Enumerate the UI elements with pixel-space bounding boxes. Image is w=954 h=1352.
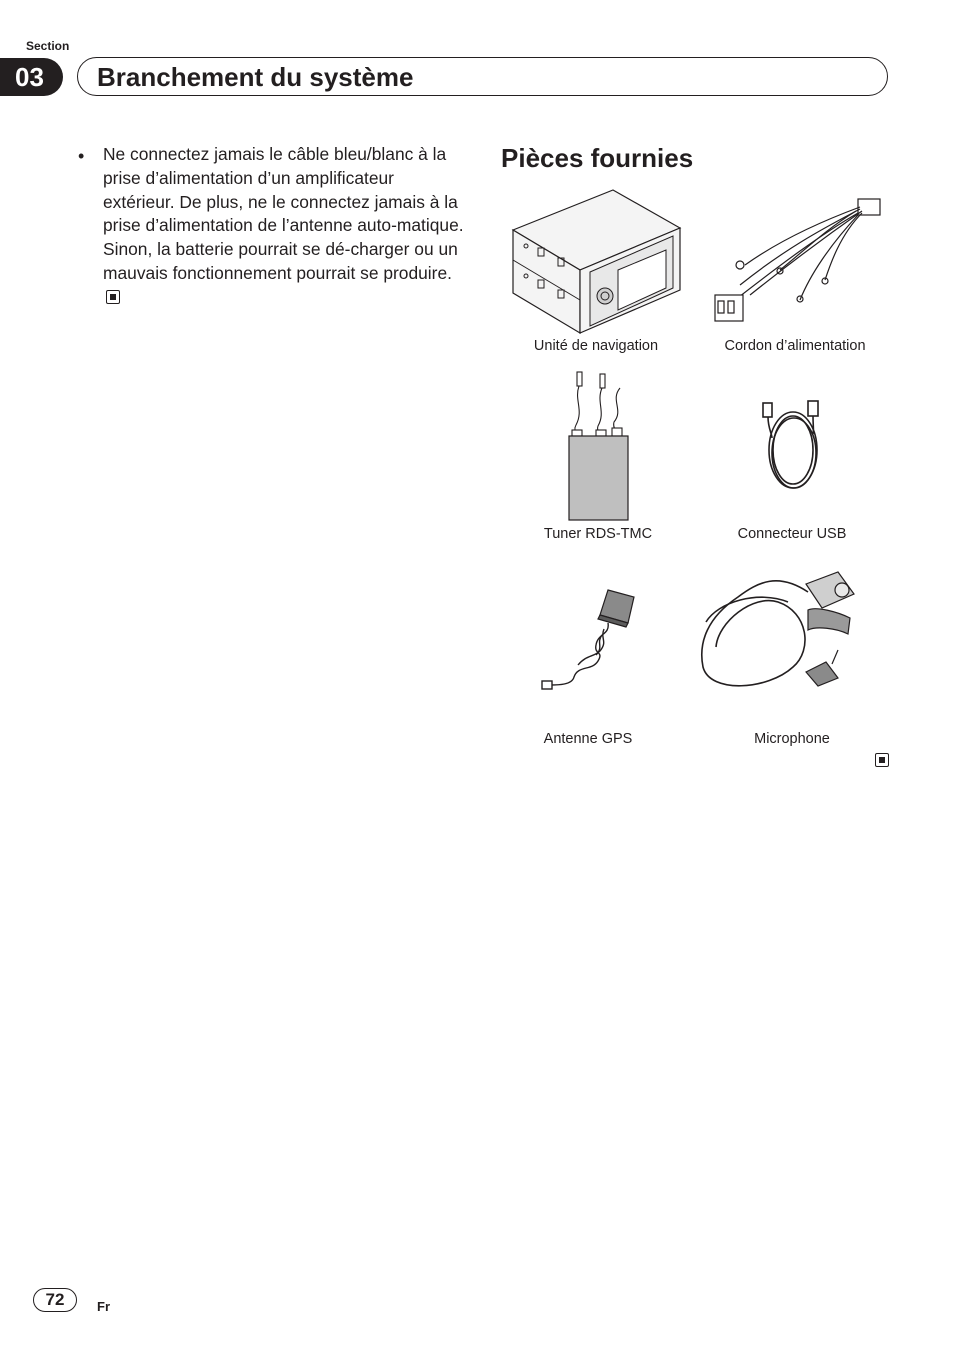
section-number-tab: 03 — [0, 58, 63, 96]
warning-paragraph — [103, 143, 468, 310]
microphone-illustration — [698, 572, 858, 694]
caption-usb-connector: Connecteur USB — [737, 526, 847, 542]
tuner-illustration — [562, 370, 632, 522]
section-title: Branchement du système — [97, 62, 414, 92]
bullet-icon: • — [78, 146, 85, 166]
warning-text: Ne connectez jamais le câble bleu/blanc à la prise d’alimentation d’un amplificateur extérieur. De plus, ne le connectez jamais à la prise d’alimentation de l’antenne auto-matique. Sinon, la batterie pourrait se dé-charger ou un mauvais fonctionnement pourrait se produire. — [103, 144, 464, 283]
power-cord-illustration — [710, 195, 885, 330]
language-code: Fr — [97, 1299, 110, 1314]
navigation-unit-illustration — [508, 188, 683, 333]
caption-gps-antenna: Antenne GPS — [543, 731, 633, 747]
end-of-section-icon — [875, 753, 889, 767]
end-of-section-icon — [106, 290, 120, 304]
caption-power-cord: Cordon d’alimentation — [724, 338, 866, 354]
gps-antenna-illustration — [538, 585, 638, 700]
parts-heading: Pièces fournies — [501, 143, 694, 173]
page-number: 72 — [33, 1288, 77, 1312]
section-label: Section — [26, 39, 70, 53]
caption-tuner: Tuner RDS-TMC — [543, 526, 653, 542]
usb-connector-illustration — [758, 398, 828, 493]
caption-microphone: Microphone — [754, 731, 830, 747]
caption-navigation-unit: Unité de navigation — [533, 338, 659, 354]
